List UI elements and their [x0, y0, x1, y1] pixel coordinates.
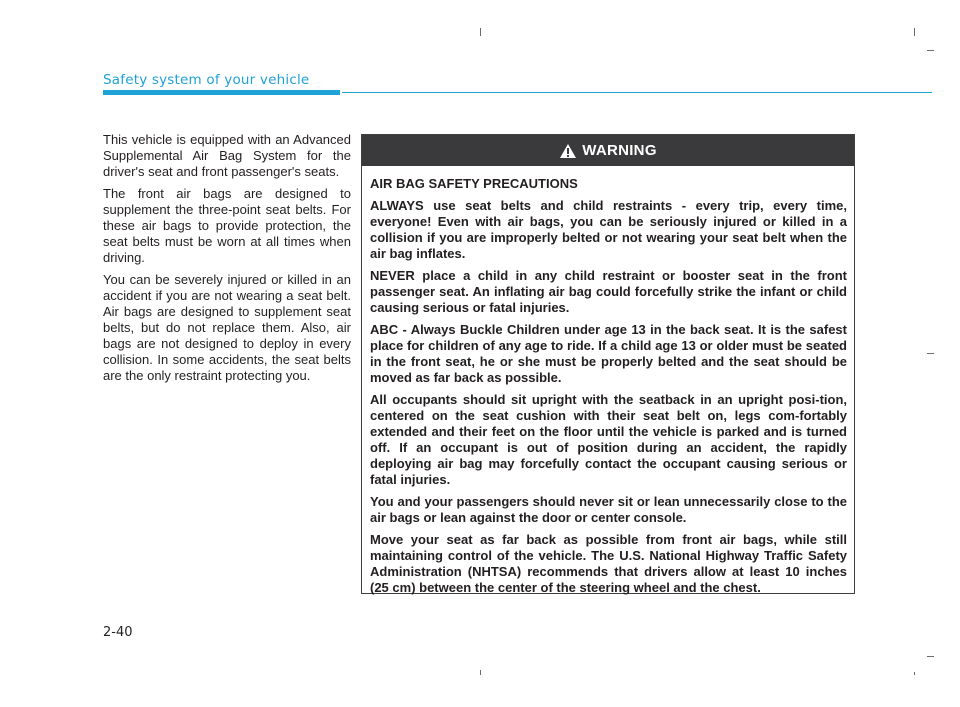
- crop-mark-right-middle: [927, 353, 934, 354]
- crop-mark-right-top: [927, 50, 934, 51]
- warning-body: [362, 166, 854, 596]
- page-number: 2-40: [103, 625, 133, 640]
- body-text-column: [103, 132, 351, 390]
- warning-header: [362, 135, 854, 166]
- warning-paragraph: You and your passengers should never sit or lean unnecessarily close to the air bags or lean against the door or center console.: [370, 494, 847, 525]
- crop-mark-right-bottom: [927, 656, 934, 657]
- warning-paragraph: Move your seat as far back as possible from front air bags, while still maintaining control of the vehicle. The U.S. National Highway Traffic Safety Administration (NHTSA) recommends that drivers allow at least 10 inches (25 cm) between the center of the steering wheel and the chest.: [370, 532, 847, 595]
- warning-label: WARNING: [582, 142, 657, 159]
- header-rule-thin: [342, 92, 932, 93]
- crop-mark-top-center: [480, 28, 481, 36]
- warning-paragraph: ABC - Always Buckle Children under age 13 in the back seat. It is the safest place for children of any age to ride. If a child age 13 or older must be seated in the front seat, he or she must be properly belted and the seat should be moved as far back as possible.: [370, 322, 847, 385]
- crop-mark-bottom-center: [480, 670, 481, 675]
- crop-mark-top-right: [914, 28, 915, 36]
- warning-box: [361, 134, 855, 594]
- body-paragraph: You can be severely injured or killed in an accident if you are not wearing a seat belt. Air bags are designed to supplement seat belts, but do not replace them. Also, air bags are not designed to deploy in every collision. In some accidents, the seat belts are the only restraint protecting you.: [103, 272, 351, 383]
- warning-paragraph: NEVER place a child in any child restraint or booster seat in the front passenger seat. An inflating air bag could forcefully strike the infant or child causing serious or fatal injuries.: [370, 268, 847, 315]
- warning-triangle-icon: [559, 143, 577, 159]
- body-paragraph: This vehicle is equipped with an Advanced Supplemental Air Bag System for the driver's seat and front passenger's seats.: [103, 132, 351, 179]
- warning-paragraph: ALWAYS use seat belts and child restraints - every trip, every time, everyone! Even with air bags, you can be seriously injured or killed in a collision if you are improperly belted or not wearing your seat belt when the air bag inflates.: [370, 198, 847, 261]
- warning-paragraph: All occupants should sit upright with the seatback in an upright posi-tion, centered on the seat cushion with their seat belt on, legs com-fortably extended and their feet on the floor until the vehicle is parked and is turned off. If an occupant is out of position during an accident, the rapidly deploying air bag may forcefully contact the occupant causing serious or fatal injuries.: [370, 392, 847, 487]
- header-rule-thick: [103, 90, 340, 95]
- crop-mark-bottom-right: [914, 672, 915, 675]
- body-paragraph: The front air bags are designed to supplement the three-point seat belts. For these air bags to provide protection, the seat belts must be worn at all times when driving.: [103, 186, 351, 265]
- warning-heading: AIR BAG SAFETY PRECAUTIONS: [370, 176, 578, 191]
- section-title: Safety system of your vehicle: [103, 72, 310, 88]
